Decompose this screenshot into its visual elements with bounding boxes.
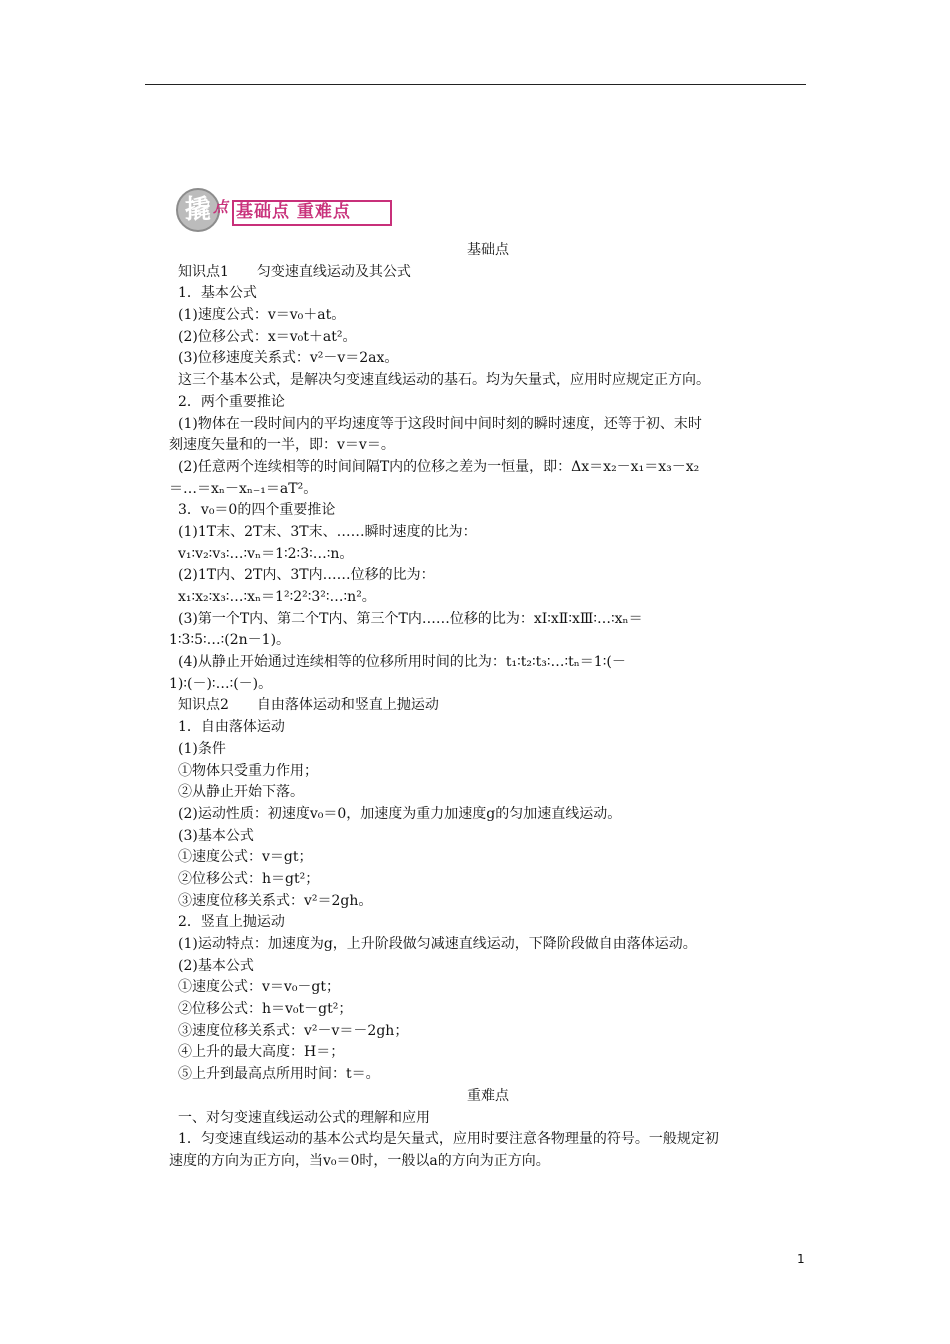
text-line: ③速度位移关系式：v²＝2gh。 [178,892,373,909]
text-line: ①物体只受重力作用； [178,762,318,779]
badge-subtext: 点 [213,198,229,216]
text-line: ③速度位移关系式：v²－v＝－2gh； [178,1022,409,1039]
text-line: 2．两个重要推论 [178,393,285,410]
header-rule [145,84,806,85]
qiao-badge-icon: 撬 [176,188,220,232]
text-line: (3)第一个T内、第二个T内、第三个T内……位移的比为：xⅠ∶xⅡ∶xⅢ∶…∶xₙ＝ [178,610,643,627]
text-line: ①速度公式：v＝gt； [178,849,313,866]
text-line: ①速度公式：v＝v₀－gt； [178,979,341,996]
text-line: 1．自由落体运动 [178,719,285,736]
text-line: 知识点2 自由落体运动和竖直上抛运动 [178,697,439,714]
text-line: (1)物体在一段时间内的平均速度等于这段时间中间时刻的瞬时速度，还等于初、末时 [178,415,702,432]
text-line: 这三个基本公式，是解决匀变速直线运动的基石。均为矢量式，应用时应规定正方向。 [178,372,710,389]
text-line: (1)条件 [178,740,226,757]
text-line: (2)位移公式：x＝v₀t＋at²。 [178,328,357,345]
text-line: (3)基本公式 [178,827,254,844]
text-line: ②位移公式：h＝gt²； [178,870,320,887]
text-line: 1)∶(－)∶…∶(－)。 [169,675,273,692]
text-line: 1∶3∶5∶…∶(2n－1)。 [169,632,291,649]
text-line: 3．v₀＝0的四个重要推论 [178,502,336,519]
text-line: (3)位移速度关系式：v²－v＝2ax。 [178,350,399,367]
text-line: (4)从静止开始通过连续相等的位移所用时间的比为：t₁∶t₂∶t₃∶…∶tₙ＝1∶(－ [178,654,626,671]
text-line: (2)1T内、2T内、3T内……位移的比为： [178,567,435,584]
text-line: 基础点 [467,242,509,258]
text-line: 刻速度矢量和的一半，即：v＝v＝。 [169,437,395,454]
text-line: 知识点1 匀变速直线运动及其公式 [178,263,411,280]
text-line: ④上升的最大高度：H＝； [178,1044,345,1061]
banner-title: 基础点 重难点 [236,202,351,222]
text-line: 1．基本公式 [178,285,257,302]
text-line: 一、对匀变速直线运动公式的理解和应用 [178,1109,430,1126]
document-body [169,240,807,1173]
section-banner [176,186,394,236]
text-line: ②从静止开始下落。 [178,784,304,801]
text-line: x₁∶x₂∶x₃∶…∶xₙ＝1²∶2²∶3²∶…∶n²。 [178,589,376,605]
text-line: 重难点 [467,1087,509,1104]
text-line: (2)任意两个连续相等的时间间隔T内的位移之差为一恒量，即：Δx＝x₂－x₁＝x₃－x₂ [178,458,700,475]
text-line: ②位移公式：h＝v₀t－gt²； [178,1001,353,1018]
text-line: 2．竖直上抛运动 [178,914,285,931]
text-line: (2)运动性质：初速度v₀＝0，加速度为重力加速度g的匀加速直线运动。 [178,805,622,822]
text-line: ⑤上升到最高点所用时间：t＝。 [178,1066,380,1083]
text-line: v₁∶v₂∶v₃∶…∶vₙ＝1∶2∶3∶…∶n。 [178,545,354,562]
text-line: (1)运动特点：加速度为g，上升阶段做匀减速直线运动，下降阶段做自由落体运动。 [178,936,697,952]
text-line: 速度的方向为正方向，当v₀＝0时，一般以a的方向为正方向。 [169,1152,550,1169]
text-line: (1)1T末、2T末、3T末、……瞬时速度的比为： [178,523,477,540]
text-line: 1．匀变速直线运动的基本公式均是矢量式，应用时要注意各物理量的符号。一般规定初 [178,1131,719,1148]
text-line: (2)基本公式 [178,957,254,974]
text-line: ＝…＝xₙ－xₙ₋₁＝aT²。 [169,480,318,497]
text-line: (1)速度公式：v＝v₀＋at。 [178,307,346,324]
page-number: 1 [797,1252,805,1266]
